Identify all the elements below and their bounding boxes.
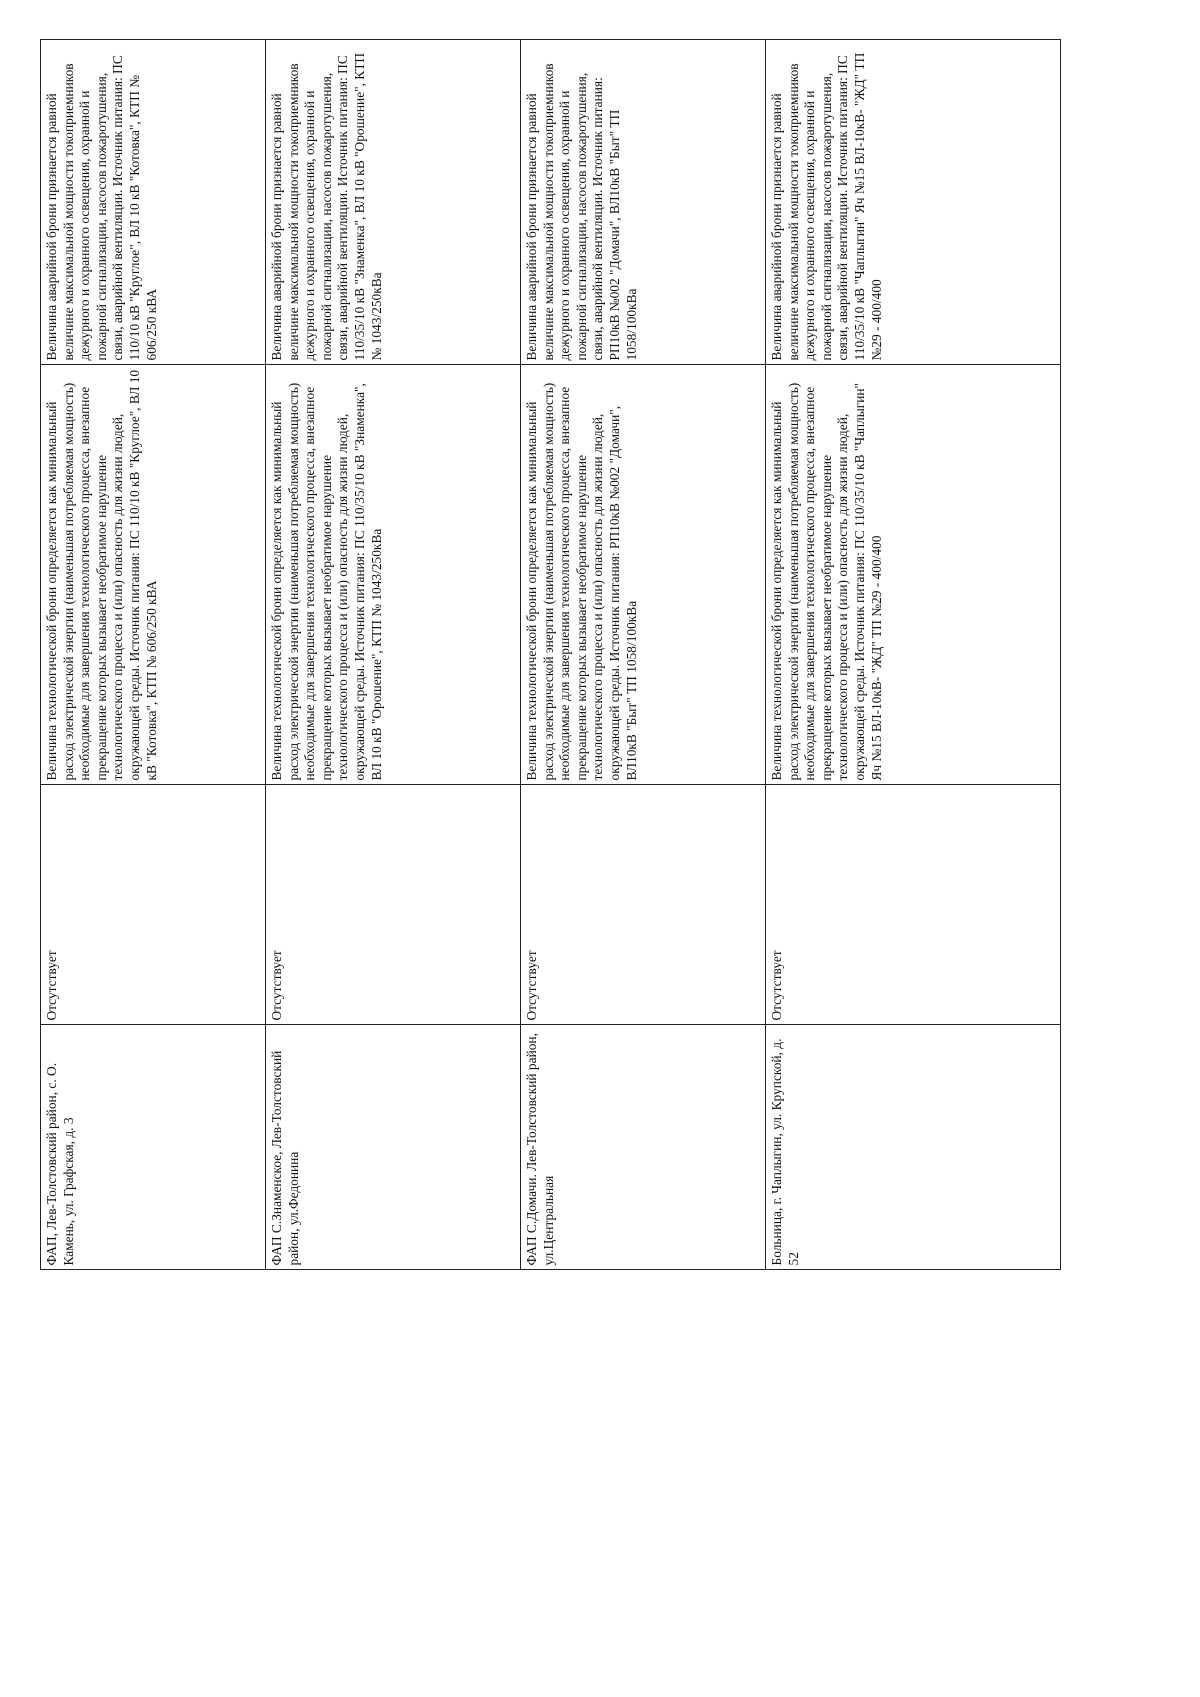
emergency-reserve-cell: Величина аварийной брони признается равной величине максимальной мощности токоприемников дежурного и охранного освещения, охранной и пожарной сигнализации, насосов пожаротушения, связи, аварийной вентиляции. Источник питания: ПС 110/10 кВ "Круглое", ВЛ 10 кВ "Котовка", КТП № 606/250 кВА [41,40,266,365]
rotated-table-container [40,40,1060,1630]
table-row [41,40,266,1630]
emergency-reserve-cell: Величина аварийной брони признается равной величине максимальной мощности токоприемников дежурного и охранного освещения, охранной и пожарной сигнализации, насосов пожаротушения, связи, аварийной вентиляции. Источник питания: ПС 110/35/10 кВ "Знаменка", ВЛ 10 кВ "Орошение", КТП № 1043/250кВа [266,40,521,365]
status-cell: Отсутствует [766,785,1061,1025]
object-cell: ФАП, Лев-Толстовский район, с. О. Камень, ул. Графская, д. 3 [41,1025,266,1270]
status-cell: Отсутствует [266,785,521,1025]
power-reservation-table [40,40,1061,1631]
table-row [521,40,766,1630]
tech-reserve-cell: Величина технологической брони определяется как минимальный расход электрической энергии (наименьшая потребляемая мощность) необходимые для завершения технологического процесса, внезапное прекращение которых вызывает необратимое нарушение технологического процесса и (или) опасность для жизни людей, окружающей среды. Источник питания: РП10кВ №002 "Домачи", ВЛ10кВ "Быт" ТП 1058/100кВа [521,365,766,785]
object-cell: ФАП С.Домачи. Лев-Толстовский район, ул.Центральная [521,1025,766,1270]
emergency-reserve-cell: Величина аварийной брони признается равной величине максимальной мощности токоприемников дежурного и охранного освещения, охранной и пожарной сигнализации, насосов пожаротушения, связи, аварийной вентиляции. Источник питания: ПС 110/35/10 кВ "Чаплыгин" Яч №15 ВЛ-10кВ- "ЖД" ТП №29 - 400/400 [766,40,1061,365]
tech-reserve-cell: Величина технологической брони определяется как минимальный расход электрической энергии (наименьшая потребляемая мощность) необходимые для завершения технологического процесса, внезапное прекращение которых вызывает необратимое нарушение технологического процесса и (или) опасность для жизни людей, окружающей среды. Источник питания: ПС 110/35/10 кВ "Знаменка", ВЛ 10 кВ "Орошение", КТП № 1043/250кВа [266,365,521,785]
table-row [766,40,1061,1630]
status-cell: Отсутствует [41,785,266,1025]
tech-reserve-cell: Величина технологической брони определяется как минимальный расход электрической энергии (наименьшая потребляемая мощность) необходимые для завершения технологического процесса, внезапное прекращение которых вызывает необратимое нарушение технологического процесса и (или) опасность для жизни людей, окружающей среды. Источник питания: ПС 110/10 кВ "Круглое", ВЛ 10 кВ "Котовка", КТП № 606/250 кВА [41,365,266,785]
blank-cell [521,1270,766,1630]
object-cell: ФАП С.Знаменское, Лев-Толстовский район, ул.Федонина [266,1025,521,1270]
blank-cell [766,1270,1061,1630]
status-cell: Отсутствует [521,785,766,1025]
tech-reserve-cell: Величина технологической брони определяется как минимальный расход электрической энергии (наименьшая потребляемая мощность) необходимые для завершения технологического процесса, внезапное прекращение которых вызывает необратимое нарушение технологического процесса и (или) опасность для жизни людей, окружающей среды. Источник питания: ПС 110/35/10 кВ "Чаплыгин" Яч №15 ВЛ-10кВ- "ЖД" ТП №29 - 400/400 [766,365,1061,785]
blank-cell [266,1270,521,1630]
emergency-reserve-cell: Величина аварийной брони признается равной величине максимальной мощности токоприемников дежурного и охранного освещения, охранной и пожарной сигнализации, насосов пожаротушения, связи, аварийной вентиляции. Источник питания: РП10кВ №002 "Домачи", ВЛ10кВ "Быт" ТП 1058/100кВа [521,40,766,365]
object-cell: Больница, г. Чаплыгин, ул. Крупской, д. 52 [766,1025,1061,1270]
blank-cell [41,1270,266,1630]
table-row [266,40,521,1630]
